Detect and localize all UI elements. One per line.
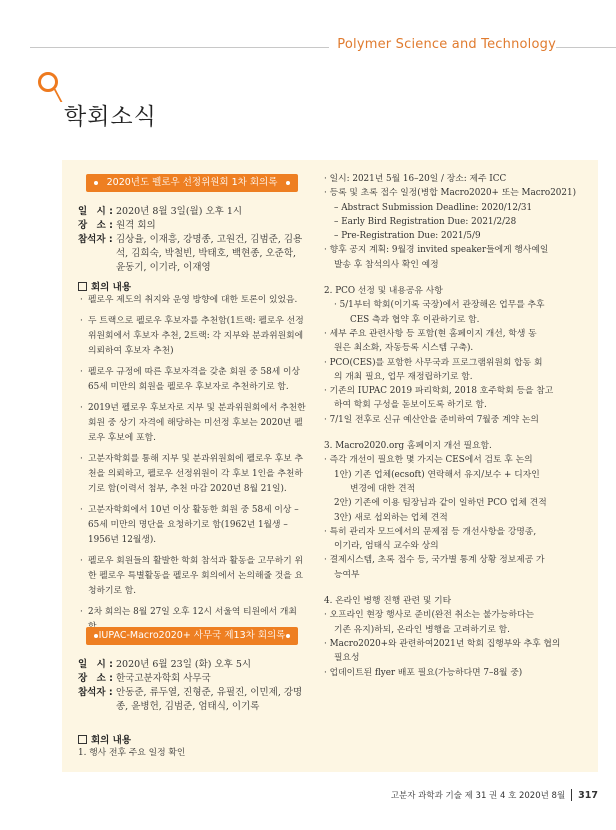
info-value: 원격 회의	[116, 220, 156, 231]
list-item: · 고분자학회를 통해 지부 및 분과위원회에 펠로우 후보 추천을 의뢰하고, 펠로우 선정위원이 각 후보 1인을 추천하기로 함(이력서 첨부, 추천 마감 2020년 8월 21일).	[78, 452, 308, 497]
bullet-dot-icon	[94, 634, 98, 638]
text-line: · 업데이트된 flyer 배포 필요(가능하다면 7–8월 중)	[324, 667, 523, 678]
info-value: 2020년 8월 3일(월) 오후 1시	[116, 206, 243, 217]
text-line: · 즉각 개선이 필요한 몇 가지는 CES에서 검토 후 논의	[324, 455, 533, 466]
info-value: 2020년 6월 23일 (화) 오후 5시	[116, 659, 252, 670]
text-line: 1안) 기존 업체(ecsoft) 연락해서 유지/보수 + 디자인	[334, 469, 540, 480]
text-line: 변경에 대한 견적	[350, 483, 416, 494]
text-line: 원은 최소화, 자동등록 시스템 구축).	[334, 343, 474, 354]
text-line: · 7/1일 전후로 신규 예산안을 준비하여 7월중 계약 논의	[324, 414, 539, 425]
info-key: 장 소 :	[78, 673, 113, 684]
info-key: 일 시 :	[78, 659, 113, 670]
paragraph-gap	[324, 427, 586, 439]
text-line: CES 측과 협약 후 이관하기로 함.	[350, 314, 480, 325]
text-line: 의 개최 필요, 업무 재정립하기로 함.	[334, 371, 473, 382]
info-value: 안동준, 류두열, 진형준, 유필진, 이민제, 강명종, 윤병헌, 김범준, 엄태식, 이기록	[116, 687, 303, 712]
text-line: 능여부	[334, 569, 360, 580]
content-title-text: 회의 내용	[91, 735, 132, 746]
text-line: 기존 유지)하되, 온라인 병행을 고려하기로 함.	[334, 624, 510, 635]
text-line: 2. PCO 선정 및 내용공유 사항	[324, 286, 443, 297]
text-line: 필요성	[334, 653, 360, 664]
list-item: · 펠로우 규정에 따른 후보자격을 갖춘 회원 중 58세 이상 65세 미만의 회원을 펠로우 후보자로 추천하기로 함.	[78, 365, 308, 395]
page-title: 학회소식	[64, 104, 157, 130]
text-line: · PCO(CES)를 포함한 사무국과 프로그램위원회 합동 회	[324, 357, 543, 368]
text-line: 3안) 새로 섭외하는 업체 견적	[334, 512, 448, 523]
info-value: 한국고분자학회 사무국	[116, 673, 211, 684]
text-line: · 향후 공지 계획: 9월경 invited speaker들에게 행사예일	[324, 245, 549, 256]
footer-citation: 고분자 과학과 기술 제 31 권 4 호 2020년 8월	[390, 791, 566, 801]
list-item: 1. 행사 전후 주요 일정 확인	[78, 748, 186, 758]
bullet-dot-icon	[286, 634, 290, 638]
bullet-dot-icon	[286, 181, 290, 185]
paragraph-gap	[324, 582, 586, 594]
text-line: · Macro2020+와 관련하여2021년 학회 집행부와 추후 협의	[324, 638, 561, 649]
list-item: · 2019년 펠로우 후보자로 지부 및 분과위원회에서 추천한 회원 중 상기 자격에 해당하는 미선정 후보는 2020년 펠로우 후보에 포함.	[78, 401, 308, 446]
list-item: · 2차 회의는 8월 27일 오후 12시 서울역 티원에서 개최	[78, 605, 308, 635]
meeting-info-iupac	[78, 658, 308, 714]
text-line: 3. Macro2020.org 홈페이지 개선 필요함.	[324, 441, 492, 452]
info-key: 참석자 :	[78, 687, 113, 698]
text-line: 발송 후 참석의사 확인 예정	[334, 259, 439, 270]
info-row-attendees	[78, 686, 308, 714]
info-row-date	[78, 205, 308, 219]
info-row-place	[78, 672, 308, 686]
info-row-place	[78, 219, 308, 233]
text-line: · 등록 및 초록 접수 일정(병합 Macro2020+ 또는 Macro2021)	[324, 188, 577, 199]
text-line: · 기존의 IUPAC 2019 파리학회, 2018 호주학회 등을 참고	[324, 386, 554, 397]
meeting-info-fellow	[78, 205, 308, 275]
info-row-date	[78, 658, 308, 672]
section-heading-iupac	[86, 627, 298, 645]
text-line: · 결제시스템, 초록 접수 등, 국가별 통계 상황 정보제공 가	[324, 555, 545, 566]
page-number: 317	[578, 789, 598, 801]
list-item: · 펠로우 제도의 취지와 운영 방향에 대한 토론이 있었음.	[78, 293, 308, 308]
minutes-list-fellow	[78, 293, 308, 641]
text-line: · 5/1부터 학회(이기록 국장)에서 관장해온 업무를 추후	[334, 300, 545, 311]
minutes-list-right	[324, 172, 586, 680]
footer-divider	[571, 789, 572, 801]
list-item: · 고분자학회에서 10년 이상 활동한 회원 중 58세 이상 – 65세 미만의 명단을 요청하기로 함(1962년 1월생 – 1956년 12월생).	[78, 503, 308, 548]
text-line: 하여 학회 구성을 돋보이도록 하기로 함.	[334, 400, 487, 411]
text-line: 2안) 기존에 이용 팀장님과 같이 일하던 PCO 업체 견적	[334, 498, 547, 509]
content-title-fellow	[78, 279, 131, 293]
list-item: · 펠로우 회원들의 활발한 학회 참석과 활동을 고무하기 위한 펠로우 특별활동을 펠로우 회의에서 논의해줄 것을 요청하기로 함.	[78, 554, 308, 599]
text-line: 이기라, 엄태식 교수와 상의	[334, 541, 439, 552]
section-heading-text: IUPAC-Macro2020+ 사무국 제13차 회의록	[98, 630, 286, 641]
text-line: · 일시: 2021년 5월 16–20일 / 장소: 제주 ICC	[324, 174, 507, 184]
info-key: 장 소 :	[78, 220, 113, 231]
section-heading-text: 2020년도 펠로우 선정위원회 1차 회의록	[106, 177, 278, 188]
text-line: · 특히 관리자 모드에서의 문제점 등 개선사항을 강명종,	[324, 526, 537, 537]
bullet-dot-icon	[94, 181, 98, 185]
info-key: 일 시 :	[78, 206, 113, 217]
text-line: – Early Bird Registration Due: 2021/2/28	[334, 216, 517, 227]
content-box	[62, 160, 598, 772]
info-value: 김상율, 이재흥, 강명종, 고원건, 김범준, 김용석, 김희숙, 박철빈, 박태호, 백현종, 오준학, 윤동기, 이기라, 이재영	[116, 234, 303, 273]
text-line: 4. 온라인 병행 진행 관련 및 기타	[324, 596, 452, 607]
text-line: – Pre-Registration Due: 2021/5/9	[334, 231, 481, 242]
section-heading-fellow	[86, 174, 298, 192]
minutes-list-iupac	[78, 746, 308, 767]
ring-leader-line	[46, 89, 63, 102]
text-line: · 세부 주요 관련사항 등 포함(현 홈페이지 개선, 학생 동	[324, 328, 537, 339]
text-line: – Abstract Submission Deadline: 2020/12/31	[334, 202, 533, 213]
info-row-attendees	[78, 233, 308, 275]
info-key: 참석자 :	[78, 234, 113, 245]
text-line: · 오프라인 현장 행사로 준비(완전 취소는 불가능하다는	[324, 610, 534, 621]
content-title-iupac	[78, 732, 131, 746]
square-bullet-icon	[78, 735, 87, 744]
content-title-text: 회의 내용	[91, 282, 132, 293]
page-footer	[391, 789, 598, 801]
square-bullet-icon	[78, 282, 87, 291]
journal-title: Polymer Science and Technology	[329, 37, 556, 52]
running-header	[0, 34, 616, 58]
paragraph-gap	[324, 272, 586, 284]
list-item: · 두 트랙으로 펠로우 후보자를 추천함(1트랙: 펠로우 선정 위원회에서 후보자 추천, 2트랙: 각 지부와 분과위원회에 의뢰하여 후보자 추천)	[78, 314, 308, 359]
